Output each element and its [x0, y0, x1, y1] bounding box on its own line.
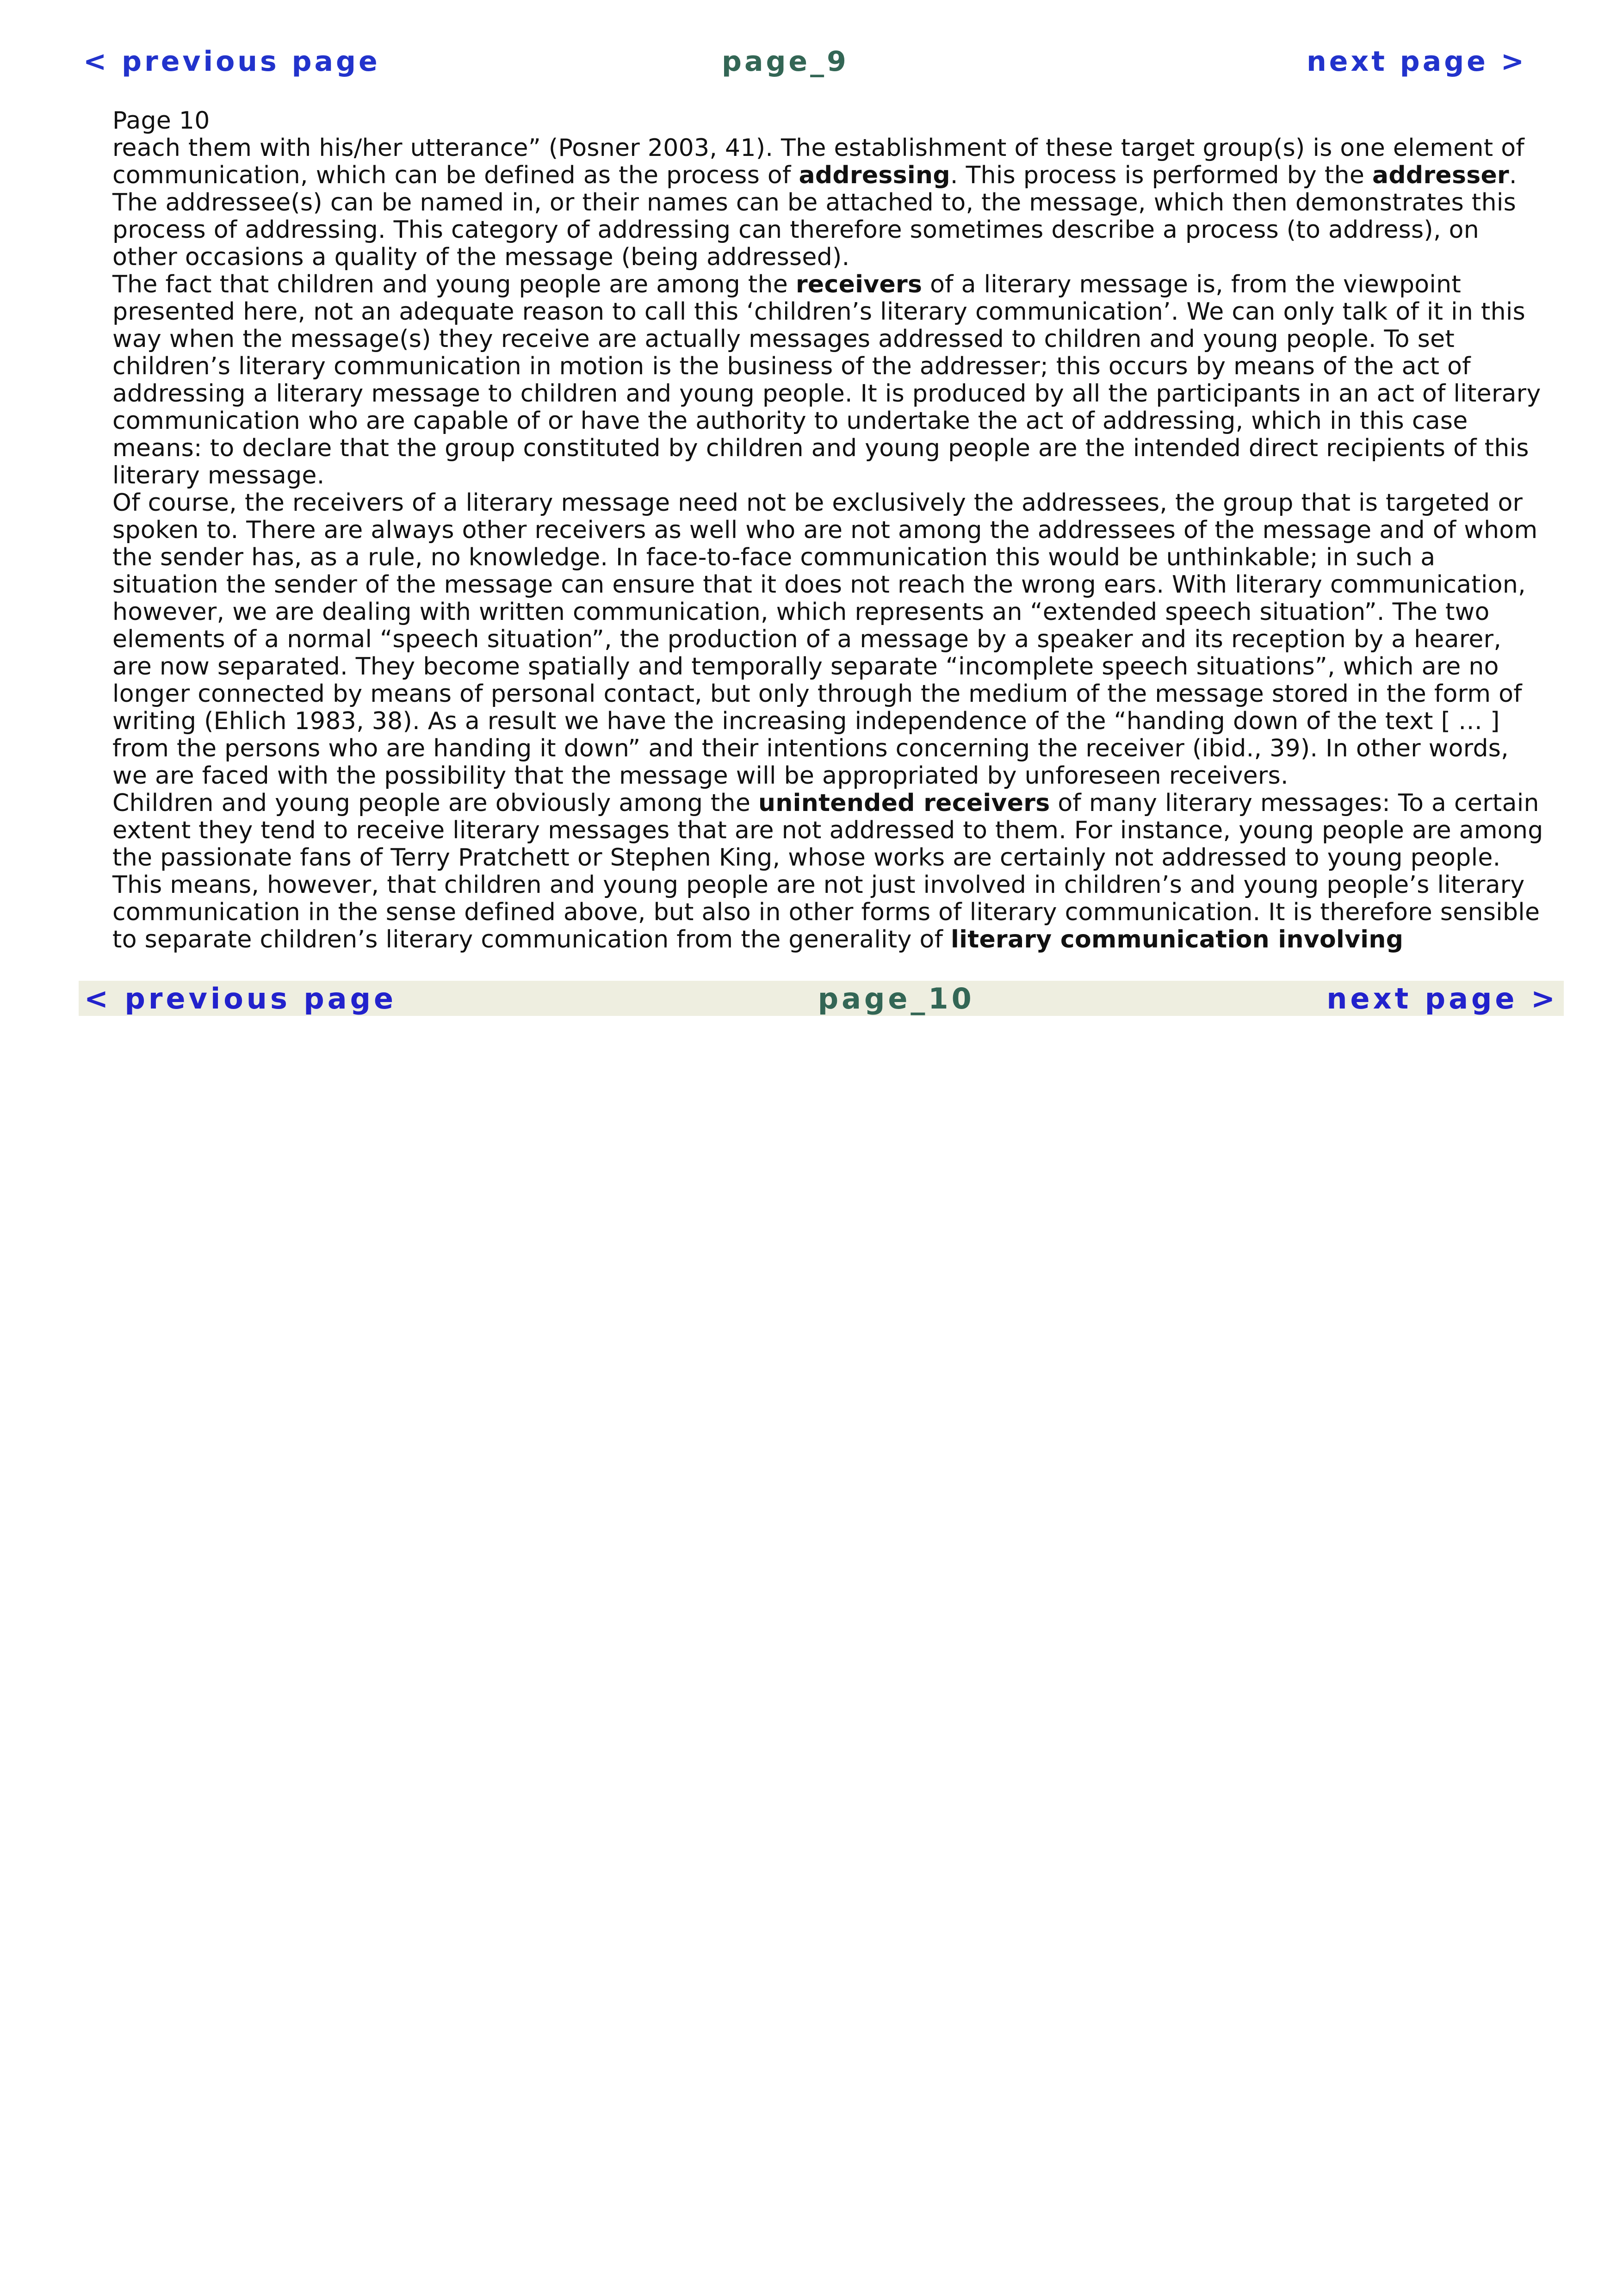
key-term: unintended receivers: [758, 789, 1050, 817]
paragraph: [112, 271, 1544, 489]
body-text: [112, 135, 1544, 953]
paragraph: [112, 489, 1544, 790]
fragment-prev-link[interactable]: < previous page: [83, 45, 380, 78]
key-term: literary communication involving: [951, 926, 1404, 953]
page-heading: Page 10: [112, 107, 210, 135]
text-run: of a literary message is, from the viewpoint presented here, not an adequate reason to call this ‘children’s literary communication’. We can only talk of it in this way when the message(s) they receive are actually messages addressed to children and young people. To set children’s literary communication in motion is the business of the addresser; this occurs by means of the act of addressing a literary message to children and young people. It is produced by all the participants in an act of literary communication who are capable of or have the authority to undertake the act of addressing, which in this case means: to declare that the group constituted by children and young people are the intended direct recipients of this literary message.: [112, 271, 1541, 489]
paragraph: [112, 135, 1544, 271]
key-term: addressing: [799, 161, 950, 189]
fragment-page-label: page_9: [722, 45, 849, 78]
text-run: The fact that children and young people are among the: [112, 271, 796, 298]
text-run: . This process is performed by the: [950, 161, 1373, 189]
page-content: [112, 107, 1544, 953]
text-run: . The addressee(s) can be named in, or their names can be attached to, the message, which then demonstrates this process of addressing. This category of addressing can therefore sometimes describe a process (to address), on other occasions a quality of the message (being addressed).: [112, 161, 1517, 271]
previous-nav-fragment: [79, 45, 1531, 78]
next-page-link[interactable]: next page >: [1326, 981, 1558, 1015]
previous-page-link[interactable]: < previous page: [84, 981, 397, 1015]
page-navigation-bar: [79, 981, 1564, 1016]
text-run: Children and young people are obviously among the: [112, 789, 759, 817]
fragment-next-link[interactable]: next page >: [1307, 45, 1527, 78]
current-page-label: page_10: [818, 981, 975, 1015]
paragraph: [112, 790, 1544, 953]
key-term: addresser: [1372, 161, 1509, 189]
key-term: receivers: [795, 271, 923, 298]
text-run: Of course, the receivers of a literary message need not be exclusively the addressees, the group that is targeted or spoken to. There are always other receivers as well who are not among the addressees of the message and of whom the sender has, as a rule, no knowledge. In face-to-face communication this would be unthinkable; in such a situation the sender of the message can ensure that it does not reach the wrong ears. With literary communication, however, we are dealing with written communication, which represents an “extended speech situation”. The two elements of a normal “speech situation”, the production of a message by a speaker and its reception by a hearer, are now separated. They become spatially and temporally separate “incomplete speech situations”, which are no longer connected by means of personal contact, but only through the medium of the message stored in the form of writing (Ehlich 1983, 38). As a result we have the increasing independence of the “handing down of the text [ … ] from the persons who are handing it down” and their intentions concerning the receiver (ibid., 39). In other words, we are faced with the possibility that the message will be appropriated by unforeseen receivers.: [112, 489, 1538, 790]
text-run: of many literary messages: To a certain extent they tend to receive literary messages that are not addressed to them. For instance, young people are among the passionate fans of Terry Pratchett or Stephen King, whose works are certainly not addressed to young people. This means, however, that children and young people are not just involved in children’s and young people’s literary communication in the sense defined above, but also in other forms of literary communication. It is therefore sensible to separate children’s literary communication from the generality of: [112, 789, 1543, 953]
text-run: reach them with his/her utterance” (Posner 2003, 41). The establishment of these target group(s) is one element of communication, which can be defined as the process of: [112, 134, 1525, 189]
